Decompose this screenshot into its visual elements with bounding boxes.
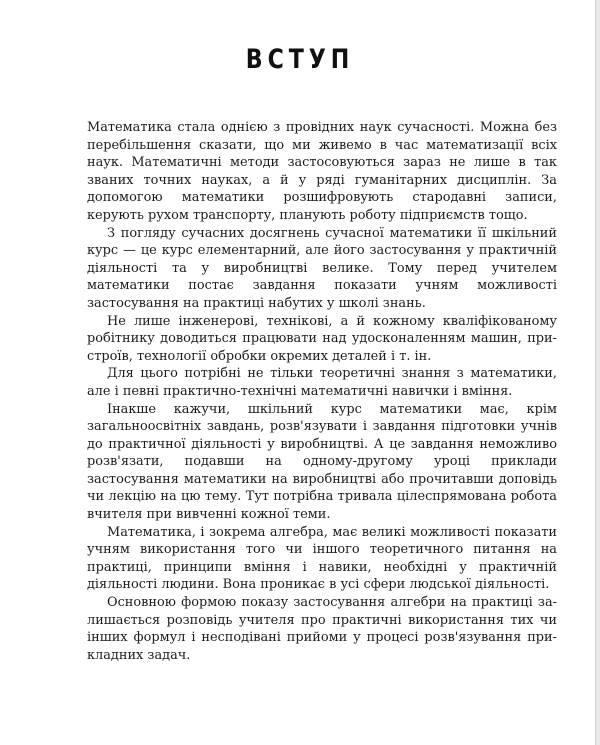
paragraph: Для цього потрібні не тільки теоретичні знання з математики, але і певні практично-технічні математичні навички і вміння.	[87, 366, 557, 399]
paragraph: Математика, і зокрема алгебра, має великі можливості показати учням використання того чи іншого теоретичного питання на практиці, принципи вміння і навики, необхідні у практичній діяльності людини. Вона проникає в усі сфери людської діяльності.	[87, 524, 557, 593]
paragraph: Основною формою показу застосування алгебри на практиці залишається розповідь учителя про практичні використання тих чи інших формул і несподівані прийоми у процесі розв'язування прикладних задач.	[87, 595, 557, 663]
paragraph: Інакше кажучи, шкільний курс математики має, крім загальноосвітніх завдань, розв'язувати і завдання підготовки учнів до практичної діяльності у виробництві. А це завдання неможливо розв'язати, подавши на одному-другому уроці приклади застосування математики на виробництві або прочитавши доповідь чи лекцію на цю тему. Тут потрібна тривала цілеспрямована робота вчителя при вивченні кожної теми.	[87, 401, 557, 523]
paragraph: З погляду сучасних досягнень сучасної математики її шкільний курс — це курс елементарний, але його застосування у практичній діяльності та у виробництві велике. Тому перед учителем математики постає завдання показати учням можливості застосування на практиці набутих у школі знань.	[87, 225, 557, 311]
page-title: ВСТУП	[245, 44, 355, 75]
paragraph: Математика стала однією з провідних наук сучасності. Можна без перебільшення сказати, що ми живемо в час математизації всіх наук. Математичні методи застосовуються зараз не лише в так званих точних науках, а й у ряді гуманітарних дисциплін. За допомогою математики розшифровують стародавні записи, керують рухом транспорту, планують роботу підприємств тощо.	[87, 120, 557, 223]
body-text	[87, 119, 557, 664]
page-edge	[595, 0, 600, 745]
paragraph: Не лише інженерові, технікові, а й кожному кваліфікованому робітнику доводиться працювати над удосконаленням машин, пристроїв, технології обробки окремих деталей і т. ін.	[87, 313, 557, 364]
